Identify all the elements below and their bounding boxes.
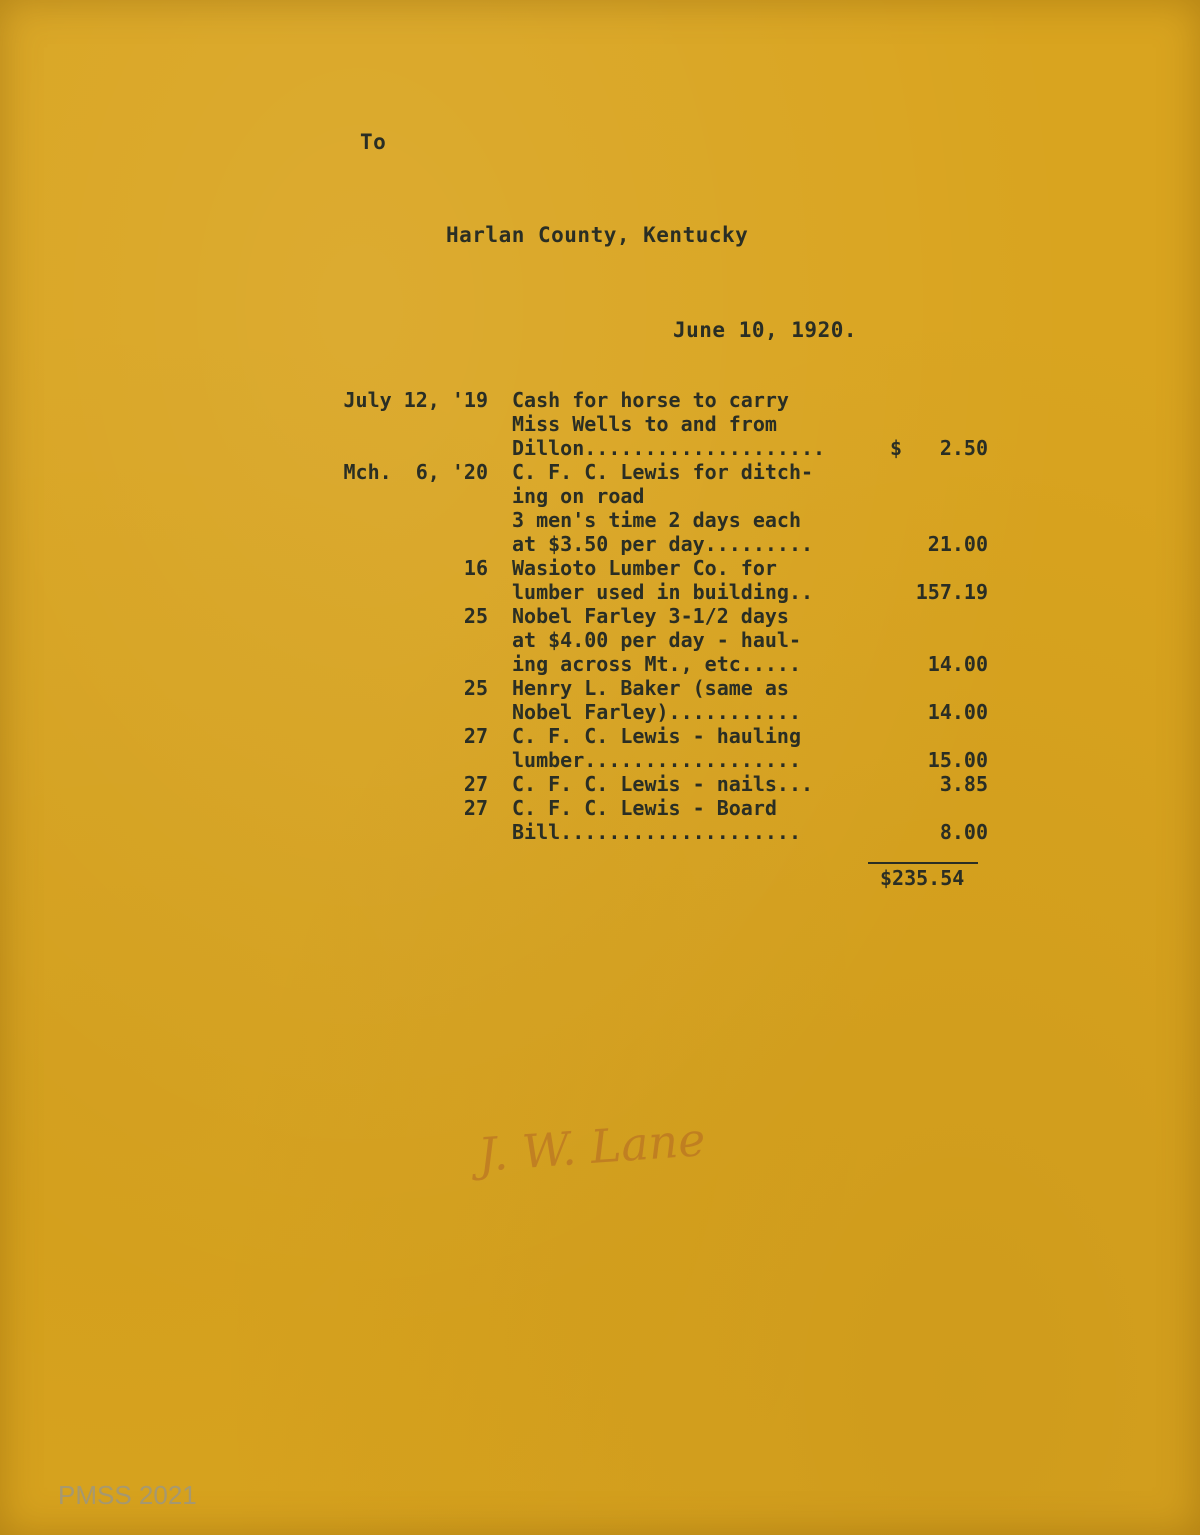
expense-description: ing on road [512, 484, 645, 508]
expense-line [300, 628, 1000, 652]
expense-line [300, 820, 1000, 844]
county-heading: Harlan County, Kentucky [446, 223, 749, 247]
archive-watermark: PMSS 2021 [58, 1480, 197, 1510]
expense-line [300, 388, 1000, 412]
expense-line [300, 532, 1000, 556]
expense-description: C. F. C. Lewis - nails... [512, 772, 814, 796]
expense-amount: 3.85 [939, 772, 988, 796]
expense-line [300, 580, 1000, 604]
expense-line [300, 700, 1000, 724]
letter-date: June 10, 1920. [673, 318, 858, 342]
expense-description: C. F. C. Lewis for ditch- [512, 460, 814, 484]
expense-description: at $4.00 per day - haul- [512, 628, 801, 652]
expense-line [300, 412, 1000, 436]
expense-line [300, 772, 1000, 796]
total-rule [868, 862, 978, 864]
salutation: To [360, 130, 387, 154]
expense-date: 27 [463, 772, 488, 796]
expense-amount: 14.00 [927, 652, 988, 676]
expense-description: C. F. C. Lewis - hauling [512, 724, 801, 748]
expense-line [300, 676, 1000, 700]
expense-line [300, 796, 1000, 820]
expense-date: July 12, '19 [343, 388, 488, 412]
expense-description: lumber.................. [512, 748, 801, 772]
expense-date: 25 [463, 604, 488, 628]
expense-line [300, 748, 1000, 772]
expense-line [300, 652, 1000, 676]
expense-description: at $3.50 per day......... [512, 532, 814, 556]
expense-line [300, 460, 1000, 484]
expense-amount: 21.00 [927, 532, 988, 556]
expense-amount: 8.00 [939, 820, 988, 844]
total-amount: $235.54 [880, 866, 965, 890]
expense-description: 3 men's time 2 days each [512, 508, 801, 532]
expense-amount: 157.19 [915, 580, 988, 604]
expense-description: Bill.................... [512, 820, 801, 844]
expense-line [300, 556, 1000, 580]
expense-line [300, 436, 1000, 460]
expense-date: 25 [463, 676, 488, 700]
expense-description: Wasioto Lumber Co. for [512, 556, 777, 580]
expense-description: Miss Wells to and from [512, 412, 777, 436]
expense-amount: 14.00 [927, 700, 988, 724]
expense-description: Dillon.................... [512, 436, 826, 460]
expense-line [300, 724, 1000, 748]
expense-line [300, 484, 1000, 508]
expense-date: 27 [463, 724, 488, 748]
expense-date: 16 [463, 556, 488, 580]
expense-description: Nobel Farley 3-1/2 days [512, 604, 789, 628]
expense-line [300, 604, 1000, 628]
expense-date: Mch. 6, '20 [343, 460, 488, 484]
expense-description: ing across Mt., etc..... [512, 652, 801, 676]
expense-description: Henry L. Baker (same as [512, 676, 789, 700]
expense-description: Nobel Farley)........... [512, 700, 801, 724]
expense-line [300, 508, 1000, 532]
currency-symbol: $ [890, 436, 903, 460]
expense-amount: 15.00 [927, 748, 988, 772]
expense-description: Cash for horse to carry [512, 388, 789, 412]
expense-date: 27 [463, 796, 488, 820]
expense-description: lumber used in building.. [512, 580, 814, 604]
faded-signature: J. W. Lane [476, 1112, 708, 1182]
expense-list [300, 388, 1000, 844]
expense-description: C. F. C. Lewis - Board [512, 796, 777, 820]
expense-amount: 2.50 [939, 436, 988, 460]
